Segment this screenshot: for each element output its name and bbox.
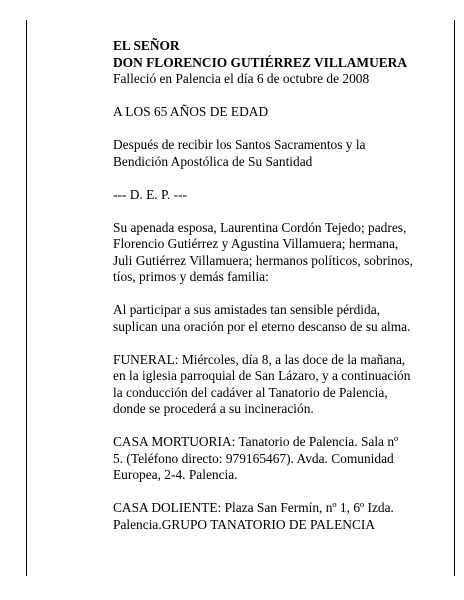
age-text: A LOS 65 AÑOS DE EDAD — [113, 104, 269, 119]
funeral-line: en la iglesia parroquial de San Lázaro, y a continuación — [113, 368, 411, 383]
rip-line — [113, 187, 413, 204]
family-line: Florencio Gutiérrez y Agustina Villamuera; hermana, — [113, 236, 399, 251]
family-line: Su apenada esposa, Laurentina Cordón Tejedo; padres, — [113, 219, 407, 235]
casa-doliente-line: Palencia.GRUPO TANATORIO DE PALENCIA — [113, 516, 376, 532]
family-line: Juli Gutiérrez Villamuera; hermanos políticos, sobrinos, — [113, 252, 413, 268]
sacraments-paragraph — [113, 137, 413, 170]
age-line — [113, 104, 413, 121]
rip-text: --- D. E. P. --- — [113, 186, 188, 202]
title-line-1: EL SEÑOR — [113, 38, 180, 53]
sacraments-line: Después de recibir los Santos Sacramentos y la — [113, 137, 366, 152]
funeral-line: FUNERAL: Miércoles, día 8, a las doce de la mañana, — [113, 351, 406, 367]
sacraments-line: Bendición Apostólica de Su Santidad — [113, 153, 313, 169]
casa-doliente-line: CASA DOLIENTE: Plaza San Fermín, nº 1, 6º Izda. — [113, 500, 394, 515]
request-line: suplican una oración por el eterno descanso de su alma. — [113, 318, 411, 334]
funeral-paragraph — [113, 352, 413, 418]
date-of-death: Falleció en Palencia el día 6 de octubre de 2008 — [113, 71, 370, 86]
deceased-name: DON FLORENCIO GUTIÉRREZ VILLAMUERA — [113, 54, 408, 70]
obituary-notice — [113, 38, 413, 550]
casa-mortuoria-paragraph — [113, 434, 413, 484]
casa-mortuoria-line: Europea, 2-4. Palencia. — [113, 467, 238, 482]
family-line: tíos, primos y demás familia: — [113, 269, 269, 284]
request-line: Al participar a sus amistades tan sensible pérdida, — [113, 302, 380, 317]
casa-mortuoria-line: 5. (Teléfono directo: 979165467). Avda. Comunidad — [113, 450, 394, 466]
notice-header — [113, 38, 413, 88]
family-paragraph — [113, 220, 413, 286]
funeral-line: donde se procederá a su incineración. — [113, 401, 314, 416]
casa-mortuoria-line: CASA MORTUORIA: Tanatorio de Palencia. Sala nº — [113, 434, 399, 449]
request-paragraph — [113, 302, 413, 335]
funeral-line: la conducción del cadáver al Tanatorio de Palencia, — [113, 384, 388, 400]
casa-doliente-paragraph — [113, 500, 413, 533]
